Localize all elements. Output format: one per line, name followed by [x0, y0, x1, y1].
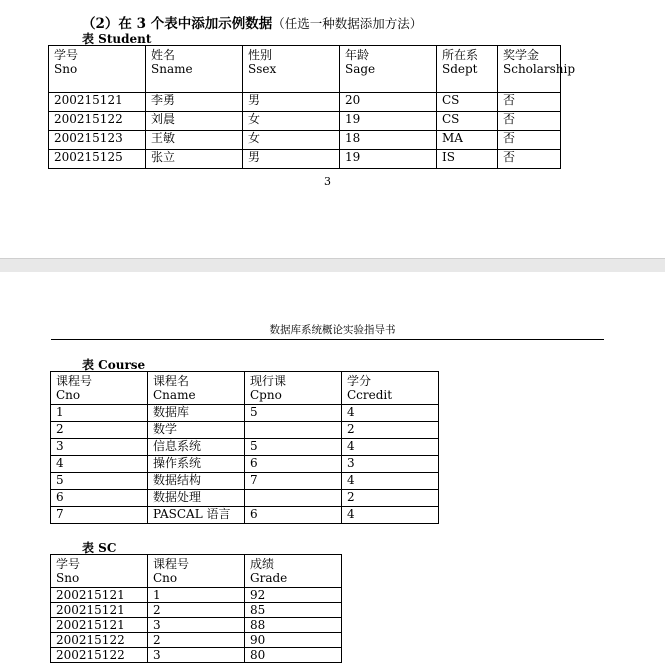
- table-cell: 3: [148, 648, 245, 663]
- sc-table-header: [51, 555, 342, 588]
- section-heading: [82, 12, 422, 32]
- table-cell: 李勇: [146, 93, 243, 112]
- table-cell: 男: [243, 150, 340, 169]
- table-row: [51, 648, 342, 663]
- table-cell: 否: [498, 93, 561, 112]
- section-title: 在 3 个表中添加示例数据: [118, 16, 273, 32]
- table-cell: 85: [245, 603, 342, 618]
- table-cell: 200215121: [51, 603, 148, 618]
- table-cell: 19: [340, 112, 437, 131]
- table-cell: 男: [243, 93, 340, 112]
- table-row: [51, 456, 439, 473]
- course-header-cell: 课程名 Cname: [148, 372, 245, 405]
- table-cell: 女: [243, 112, 340, 131]
- table-cell: 2: [148, 603, 245, 618]
- table-cell: CS: [437, 93, 498, 112]
- table-cell: 4: [342, 473, 439, 490]
- table-cell: IS: [437, 150, 498, 169]
- page-gap: [0, 259, 665, 272]
- table-cell: 200215121: [51, 588, 148, 603]
- table-row: [51, 588, 342, 603]
- student-header-cell: 姓名 Sname: [146, 46, 243, 93]
- table-cell: 1: [51, 405, 148, 422]
- table-cell: [245, 422, 342, 439]
- course-header-cell: 学分 Ccredit: [342, 372, 439, 405]
- course-header-cell: 课程号 Cno: [51, 372, 148, 405]
- header-rule: [51, 339, 604, 340]
- table-cell: 2: [342, 490, 439, 507]
- student-header-cell: 学号 Sno: [49, 46, 146, 93]
- table-row: [51, 633, 342, 648]
- table-cell: MA: [437, 131, 498, 150]
- table-cell: 200215125: [49, 150, 146, 169]
- table-cell: 否: [498, 150, 561, 169]
- section-number: （2）: [82, 16, 119, 32]
- table-cell: 王敏: [146, 131, 243, 150]
- table-cell: 数据结构: [148, 473, 245, 490]
- table-row: [51, 405, 439, 422]
- table-cell: 5: [245, 405, 342, 422]
- table-row: [49, 131, 561, 150]
- table-cell: 1: [148, 588, 245, 603]
- table-cell: 6: [245, 456, 342, 473]
- table-cell: 女: [243, 131, 340, 150]
- course-table-caption: 表 Course: [82, 358, 146, 372]
- table-row: [49, 112, 561, 131]
- table-cell: 200215121: [51, 618, 148, 633]
- page-number: 3: [324, 175, 331, 188]
- table-row: [51, 507, 439, 524]
- table-cell: 否: [498, 131, 561, 150]
- table-cell: 20: [340, 93, 437, 112]
- table-cell: 200215122: [51, 633, 148, 648]
- course-header-cell: 现行课 Cpno: [245, 372, 342, 405]
- table-cell: 19: [340, 150, 437, 169]
- table-row: [51, 603, 342, 618]
- table-cell: 7: [51, 507, 148, 524]
- table-cell: 数据库: [148, 405, 245, 422]
- table-row: [51, 618, 342, 633]
- table-cell: 18: [340, 131, 437, 150]
- course-table-header: [51, 372, 439, 405]
- table-cell: 3: [342, 456, 439, 473]
- running-header: 数据库系统概论实验指导书: [269, 324, 396, 336]
- table-cell: 200215123: [49, 131, 146, 150]
- table-cell: 90: [245, 633, 342, 648]
- table-cell: 7: [245, 473, 342, 490]
- table-cell: 否: [498, 112, 561, 131]
- sc-header-cell: 成绩 Grade: [245, 555, 342, 588]
- table-cell: 数学: [148, 422, 245, 439]
- table-cell: 2: [148, 633, 245, 648]
- table-cell: 200215121: [49, 93, 146, 112]
- student-table-header: [49, 46, 561, 93]
- sc-table-caption: 表 SC: [82, 541, 117, 555]
- table-row: [49, 93, 561, 112]
- table-cell: 4: [342, 405, 439, 422]
- table-cell: 操作系统: [148, 456, 245, 473]
- table-cell: 2: [342, 422, 439, 439]
- table-cell: CS: [437, 112, 498, 131]
- table-cell: 5: [51, 473, 148, 490]
- sc-header-cell: 学号 Sno: [51, 555, 148, 588]
- student-table-caption: 表 Student: [82, 32, 152, 46]
- table-cell: 88: [245, 618, 342, 633]
- table-cell: 200215122: [51, 648, 148, 663]
- table-cell: 信息系统: [148, 439, 245, 456]
- table-cell: 200215122: [49, 112, 146, 131]
- table-cell: 3: [51, 439, 148, 456]
- section-note: （任选一种数据添加方法）: [272, 16, 423, 31]
- table-cell: 3: [148, 618, 245, 633]
- table-cell: 4: [342, 507, 439, 524]
- table-cell: [245, 490, 342, 507]
- table-cell: 2: [51, 422, 148, 439]
- table-cell: 刘晨: [146, 112, 243, 131]
- sc-table: [50, 554, 342, 663]
- student-header-cell: 年龄 Sage: [340, 46, 437, 93]
- table-cell: 张立: [146, 150, 243, 169]
- sc-header-cell: 课程号 Cno: [148, 555, 245, 588]
- student-header-cell: 所在系 Sdept: [437, 46, 498, 93]
- student-header-cell: 性别 Ssex: [243, 46, 340, 93]
- table-row: [51, 439, 439, 456]
- table-cell: PASCAL 语言: [148, 507, 245, 524]
- course-table: [50, 371, 439, 524]
- table-row: [51, 490, 439, 507]
- table-cell: 80: [245, 648, 342, 663]
- table-row: [51, 422, 439, 439]
- table-cell: 4: [51, 456, 148, 473]
- student-header-cell: 奖学金 Scholarship: [498, 46, 561, 93]
- table-row: [49, 150, 561, 169]
- table-cell: 6: [51, 490, 148, 507]
- table-row: [51, 473, 439, 490]
- student-table: [48, 45, 576, 169]
- table-cell: 数据处理: [148, 490, 245, 507]
- table-cell: 6: [245, 507, 342, 524]
- table-cell: 5: [245, 439, 342, 456]
- table-cell: 92: [245, 588, 342, 603]
- table-cell: 4: [342, 439, 439, 456]
